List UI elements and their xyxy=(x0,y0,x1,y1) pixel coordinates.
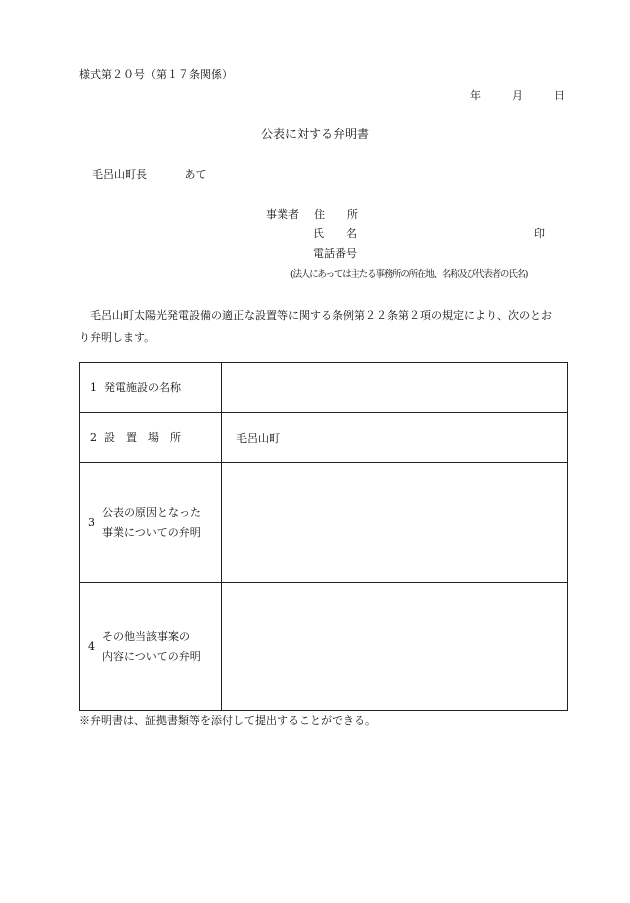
row-number: 2 xyxy=(90,431,97,444)
row-label-text: 設 置 場 所 xyxy=(104,430,181,444)
row-label-line2: 事業についての弁明 xyxy=(102,525,201,539)
row-label xyxy=(80,583,222,711)
date-line xyxy=(470,87,565,103)
date-year: 年 xyxy=(470,89,481,102)
addressee-name: 毛呂山町長 xyxy=(92,168,147,181)
row-label-line1: その他当該事案の xyxy=(102,629,190,643)
date-month: 月 xyxy=(512,89,523,102)
row-label xyxy=(80,363,222,413)
footnote: ※弁明書は、証拠書類等を添付して提出することができる。 xyxy=(79,714,376,727)
name-label: 氏 名 xyxy=(313,227,357,240)
table-row xyxy=(80,463,568,583)
date-day: 日 xyxy=(554,89,565,102)
form-table xyxy=(79,362,568,711)
row-label xyxy=(80,413,222,463)
address-label: 住 所 xyxy=(314,208,358,221)
addressee xyxy=(92,166,207,182)
facility-name-field[interactable] xyxy=(222,363,568,413)
document-title: 公表に対する弁明書 xyxy=(260,127,369,141)
phone-label: 電話番号 xyxy=(313,247,357,260)
row-label-text: 発電施設の名称 xyxy=(104,380,181,394)
applicant-label: 事業者 xyxy=(266,208,299,221)
row-label-line2: 内容についての弁明 xyxy=(102,649,201,663)
table-row xyxy=(80,363,568,413)
form-number: 様式第２０号（第１７条関係） xyxy=(79,68,233,81)
explanation-field[interactable] xyxy=(222,463,568,583)
row-number: 3 xyxy=(88,516,95,529)
location-field[interactable]: 毛呂山町 xyxy=(222,413,568,463)
row-number: 4 xyxy=(88,640,95,653)
corp-note: (法人にあっては主たる事務所の所在地、名称及び代表者の氏名) xyxy=(290,269,528,280)
row-label-line1: 公表の原因となった xyxy=(102,505,201,519)
other-explanation-field[interactable] xyxy=(222,583,568,711)
row-label xyxy=(80,463,222,583)
table-row xyxy=(80,413,568,463)
row-number: 1 xyxy=(90,381,97,394)
table-row xyxy=(80,583,568,711)
addressee-suffix: あて xyxy=(184,168,207,181)
body-text: 毛呂山町太陽光発電設備の適正な設置等に関する条例第２２条第２項の規定により、次のとおり弁明します。 xyxy=(79,309,552,344)
seal-mark: 印 xyxy=(534,227,545,240)
